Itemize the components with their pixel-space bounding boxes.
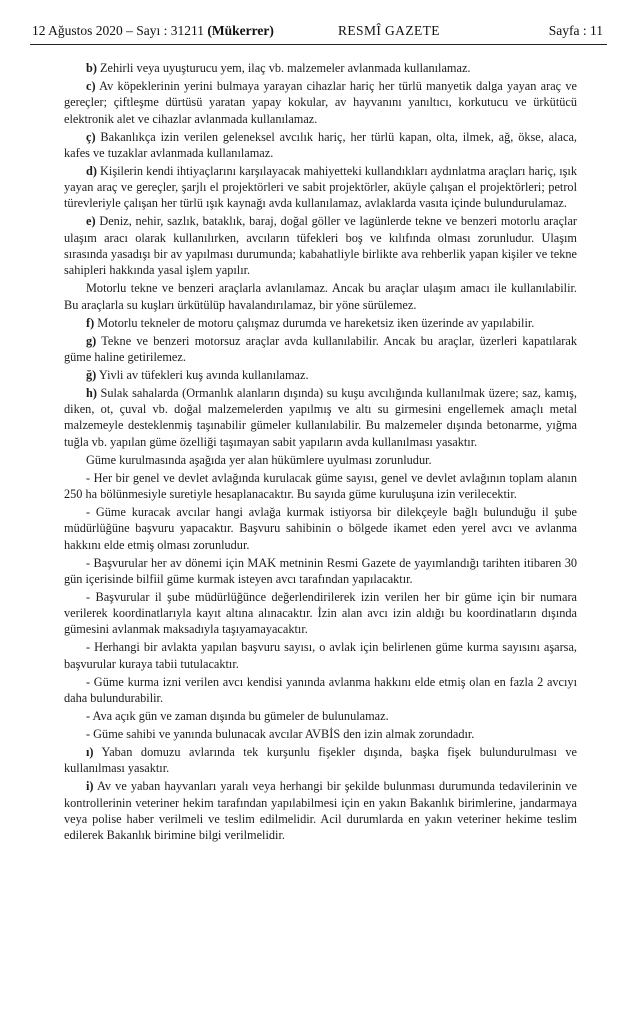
paragraph [64,674,577,707]
paragraph [64,367,577,383]
paragraph-text: Motorlu tekneler de motoru çalışmaz durumda ve hareketsiz iken üzerinde av yapılabilir. [94,315,535,330]
paragraph [64,555,577,588]
paragraph [64,163,577,212]
paragraph-text: Yivli av tüfekleri kuş avında kullanılamaz. [96,367,309,382]
paragraph [64,385,577,450]
paragraph-text: Tekne ve benzeri motorsuz araçlar avda kullanılabilir. Ancak bu araçlar, üzerleri kapatılarak güme haline getirilemez. [64,333,577,364]
item-marker: f) [86,315,95,330]
article-body [64,60,577,845]
item-marker: i) [86,779,94,794]
paragraph-text: Yaban domuzu avlarında tek kurşunlu fişekler dışında, başka fişek bulundurulması ve kullanılması yasaktır. [64,744,577,776]
paragraph-text: - Güme kuracak avcılar hangi avlağa kurmak istiyorsa bir dilekçeyle bağlı bulunduğu il şube müdürlüğüne başvuru yapacaktır. Başvuru sahibinin o bölgede ikamet eden yerel avcı ve avlanma hakkını elde etmiş olması zorunludur. [64,504,577,552]
paragraph [64,280,577,313]
paragraph-text: Motorlu tekne ve benzeri araçlarla avlanılamaz. Ancak bu araçlar ulaşım amacı ile kullanılabilir. Bu araçlarla su kuşları ürkütülüp havalandırılamaz, bir yöne sürülemez. [64,281,577,312]
repeat-label: (Mükerrer) [207,23,274,38]
page-number: Sayfa : 11 [548,23,603,38]
paragraph [64,333,577,366]
paragraph [64,452,577,468]
paragraph-text: Av ve yaban hayvanları yaralı veya herhangi bir şekilde bulunması durumunda tedavilerinin ve kontrollerinin veteriner hekim tarafından yapılabilmesi için en yakın Bakanlık birimlerine, jandarmaya veya polise haber verilmeli ve teslim edilmelidir. Acil durumlarda en yakın veteriner hekime teslim edilerek Bakanlık birimine bilgi verilmelidir. [64,779,577,843]
item-marker: d) [86,163,97,178]
item-marker: h) [86,385,97,400]
item-marker: b) [86,61,97,75]
paragraph-text: - Her bir genel ve devlet avlağında kurulacak güme sayısı, genel ve devlet avlağının toplam alanın 250 ha bölünmesiyle suretiyle hesaplanacaktır. Bu sayıda güme kuruluşuna izin verilecektir. [64,470,577,501]
paragraph-text: - Güme sahibi ve yanında bulunacak avcılar AVBİS den izin almak zorundadır. [86,726,475,741]
paragraph [64,778,577,843]
paragraph-text: Sulak sahalarda (Ormanlık alanların dışında) su kuşu avcılığında kullanılmak üzere; saz, kamış, diken, ot, çuval vb. doğal malzemelerden yapılmış ve altı su girmesini engellemek amaçlı metal malzemeyle desteklenmiş taşınabilir gümeler kullanılabilir. Bu malzemeler dışında betonarme, yığma tuğla vb. yapılan güme özelliği taşımayan sabit yapıların avda kullanılması yasaktır. [64,385,577,449]
paragraph [64,726,577,742]
paragraph [64,60,577,76]
item-marker: ç) [86,129,96,144]
page-header [30,18,607,44]
header-rule [30,44,607,45]
item-marker: c) [86,78,96,93]
paragraph [64,315,577,331]
paragraph-text: Deniz, nehir, sazlık, bataklık, baraj, doğal göller ve lagünlerde tekne ve benzeri motorlu araçlar ulaşım aracı olarak kullanılırken, avcıların tüfekleri boş ve kılıfında olması zorunludur. Ulaşım sırasında yasadışı bir av yapılması durumunda; kabahatliyle birlikte ava rehberlik yapan kişiler ve tekne sahipleri hakkında yasal işlem yapılır. [64,214,577,278]
issue-date-number: 12 Ağustos 2020 – Sayı : 31211 [32,23,205,38]
paragraph [64,78,577,127]
issue-info [32,18,274,44]
paragraph-text: - Güme kurma izni verilen avcı kendisi yanında avlanma hakkını elde etmiş olan en fazla 2 avcıyı daha bulundurabilir. [64,674,577,705]
item-marker: ğ) [86,367,97,382]
item-marker: ı) [86,744,94,759]
paragraph-text: - Başvurular il şube müdürlüğünce değerlendirilerek izin verilen her bir güme için bir numara verilerek koordinatlarıyla kayıt altına alınacaktır. İzin alan avcı izin aldığı bu koordinatların dışında gümesini avlanmak maksadıyla taşıyamayacaktır. [64,589,577,637]
paragraph-text: Av köpeklerinin yerini bulmaya yarayan cihazlar hariç her türlü manyetik dalga yayan araç ve gereçler; çiftleşme dürtüsü yaratan yapay kokular, av hayvanını yanıltıcı, korkutucu ve ürkütücü elektronik alet ve cihazlar avlanmada kullanılamaz. [64,78,577,126]
paragraph [64,504,577,553]
paragraph [64,129,577,162]
paragraph-text: Zehirli veya uyuşturucu yem, ilaç vb. malzemeler avlanmada kullanılamaz. [96,61,471,75]
item-marker: e) [86,214,96,229]
paragraph [64,470,577,503]
paragraph-text: Kişilerin kendi ihtiyaçlarını karşılayacak mahiyetteki kullandıkları aydınlatma araçları hariç, ışık yayan araç ve gereçler, şarjlı el projektörleri ve sabit projektörler, aküyle çalışan el projektörleri; petrol türevleriyle çalışan her türlü ışık kaynağı avda kullanılamaz, avlaklarda vasıta içinde bulundurulamaz. [64,163,577,211]
paragraph [64,708,577,724]
paragraph [64,639,577,672]
gazette-title: RESMÎ GAZETE [338,23,440,38]
paragraph-text: - Ava açık gün ve zaman dışında bu gümeler de bulunulamaz. [86,708,389,723]
paragraph-text: Bakanlıkça izin verilen geleneksel avcılık hariç, her türlü kapan, olta, ilmek, ağ, ökse, alaca, kafes ve tuzaklar avlanmada kullanılamaz. [64,129,577,160]
paragraph-text: - Başvurular her av dönemi için MAK metninin Resmi Gazete de yayımlandığı tarihten itibaren 30 gün içerisinde bilfiil güme kurmak isteyen avcı tarafından yapılacaktır. [64,555,577,586]
item-marker: g) [86,333,97,348]
paragraph [64,744,577,777]
paragraph [64,589,577,638]
paragraph-text: - Herhangi bir avlakta yapılan başvuru sayısı, o avlak için belirlenen güme kurma sayısını aşarsa, başvurular kuraya tabii tutulacaktır. [64,640,577,671]
paragraph-text: Güme kurulmasında aşağıda yer alan hükümlere uyulması zorunludur. [86,452,432,467]
paragraph [64,213,577,278]
